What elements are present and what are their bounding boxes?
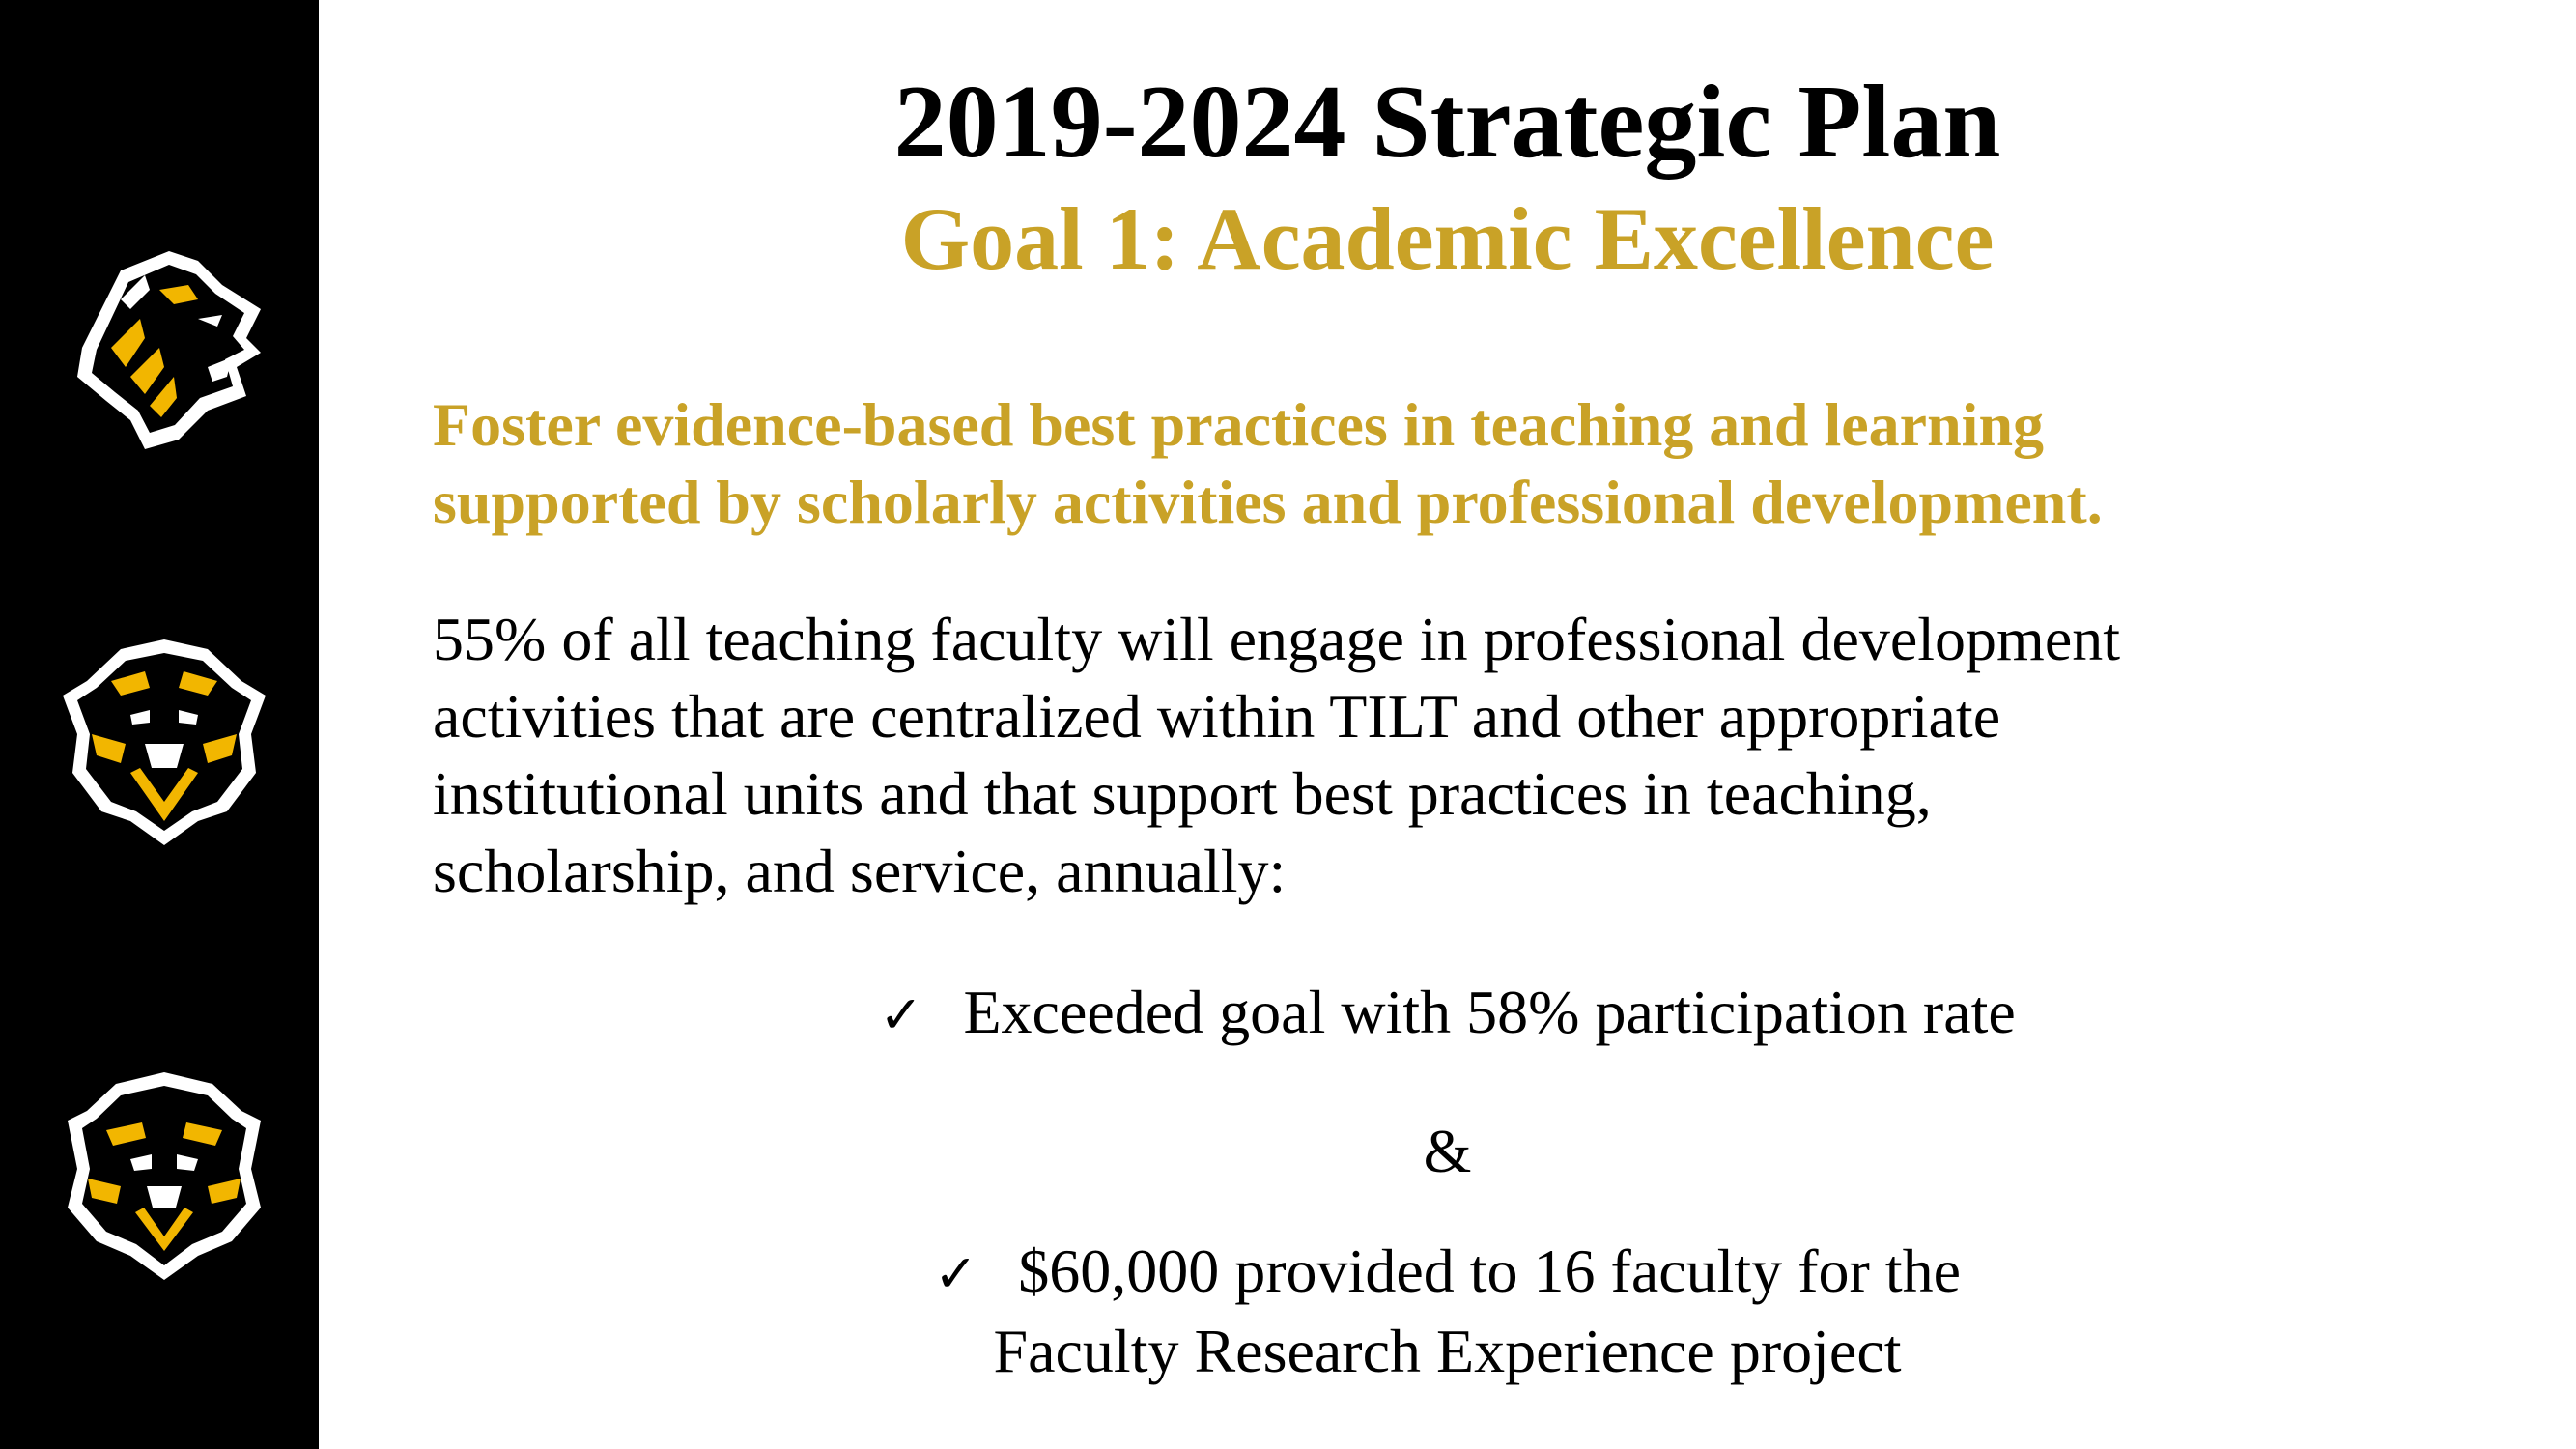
target-description: [433, 601, 2509, 910]
body-line: scholarship, and service, annually:: [433, 837, 1287, 905]
objective-line: Foster evidence-based best practices in teaching and learning: [433, 390, 2045, 459]
sidebar: [0, 0, 319, 1449]
tiger-head-front-icon: [53, 1063, 275, 1285]
checkmark-icon: ✓: [879, 984, 923, 1045]
tiger-head-front-icon: [53, 628, 275, 850]
slide-title: 2019-2024 Strategic Plan: [893, 65, 2001, 180]
bullet-text: Exceeded goal with 58% participation rate: [963, 978, 2016, 1046]
objective-statement: [433, 386, 2509, 541]
result-bullet-participation: [319, 974, 2576, 1054]
checkmark-icon: ✓: [933, 1243, 978, 1304]
objective-line: supported by scholarly activities and professional development.: [433, 468, 2103, 536]
body-line: activities that are centralized within TILT and other appropriate: [433, 682, 2001, 751]
bullet-line: [319, 1233, 2576, 1313]
body-line: 55% of all teaching faculty will engage in professional development: [433, 605, 2120, 673]
bullet-line: Faculty Research Experience project: [993, 1317, 1902, 1385]
tiger-head-profile-icon: [53, 232, 275, 454]
result-bullet-funding: [319, 1233, 2576, 1390]
connector-ampersand: &: [1423, 1117, 1472, 1185]
goal-subtitle: Goal 1: Academic Excellence: [900, 189, 1995, 288]
body-line: institutional units and that support best practices in teaching,: [433, 759, 1932, 828]
bullet-text: $60,000 provided to 16 faculty for the: [1018, 1236, 1962, 1305]
